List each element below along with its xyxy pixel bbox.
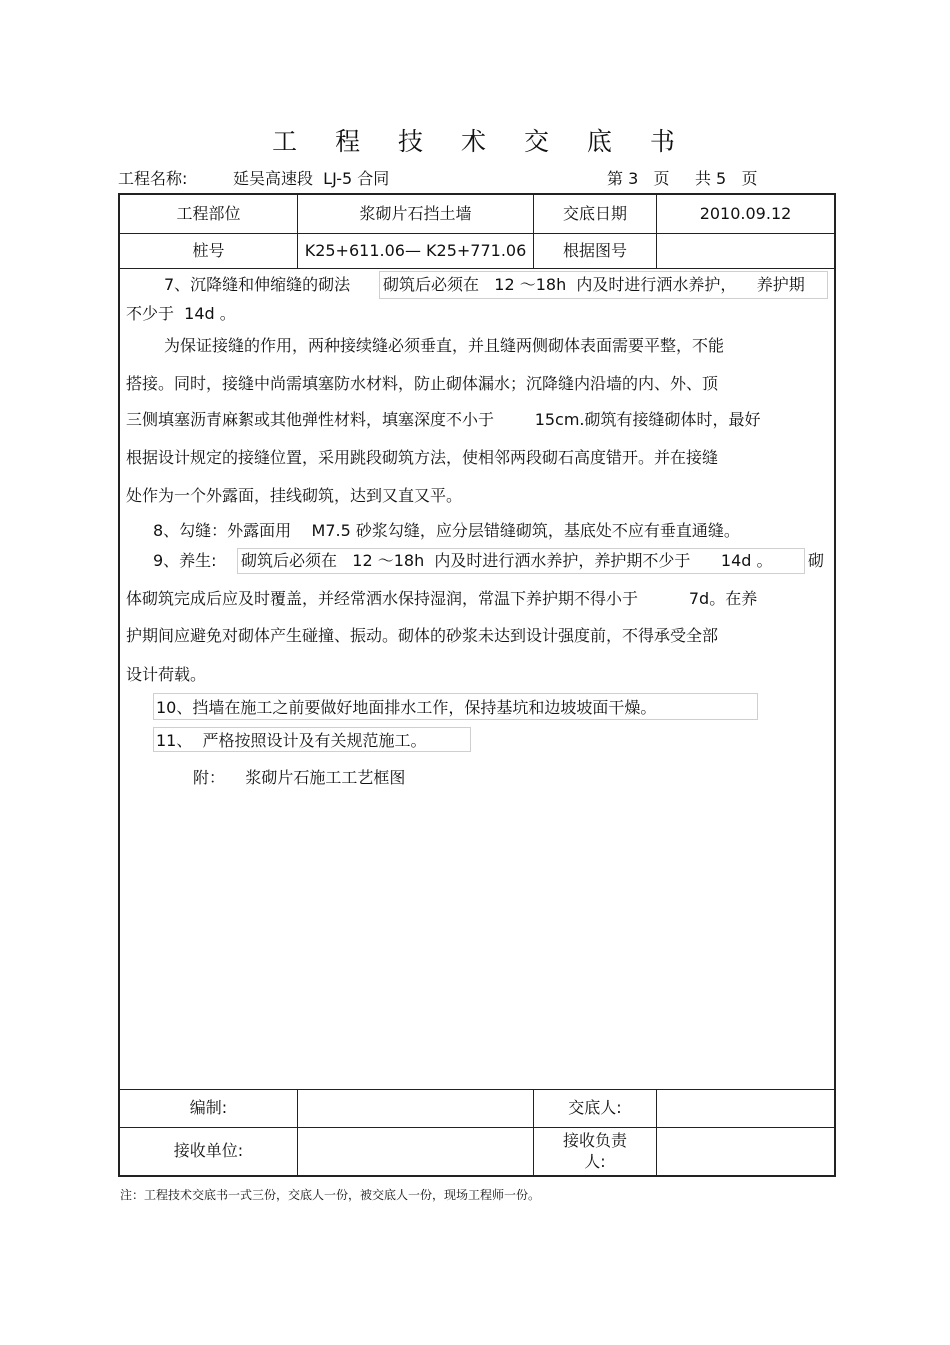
receiver-person-label-line2: 人: <box>584 1151 606 1171</box>
receiver-person-value <box>657 1128 834 1175</box>
compiler-label: 编制: <box>189 1098 228 1118</box>
station-label: 桩号 <box>192 240 225 260</box>
project-name-value: 延吴高速段 LJ-5 合同 <box>233 169 390 188</box>
row-divider <box>118 268 836 269</box>
content-line: 10、挡墙在施工之前要做好地面排水工作，保持基坑和边坡坡面干燥。 <box>156 698 657 717</box>
content-line: 护期间应避免对砌体产生碰撞、振动。砌体的砂浆未达到设计强度前，不得承受全部 <box>126 626 719 645</box>
content-line: 搭接。同时，接缝中尚需填塞防水材料，防止砌体漏水；沉降缝内沿墙的内、外、顶 <box>126 374 719 393</box>
receiver-unit-label: 接收单位: <box>173 1141 244 1161</box>
project-name-label: 工程名称: <box>118 169 188 188</box>
content-line: 砌 <box>808 551 825 570</box>
disclosure-date-value: 2010.09.12 <box>699 203 792 223</box>
receiver-person-label-line1: 接收负责 <box>562 1130 627 1150</box>
attachment-line: 附： 浆砌片石施工工艺框图 <box>193 768 406 787</box>
station-value: K25+611.06— K25+771.06 <box>304 240 527 260</box>
content-line: 砌筑后必须在 12 ～18h 内及时进行洒水养护， 养护期 <box>383 275 805 294</box>
footnote: 注：工程技术交底书一式三份，交底人一份，被交底人一份，现场工程师一份。 <box>120 1188 541 1202</box>
content-line: 砌筑后必须在 12 ～18h 内及时进行洒水养护，养护期不少于 14d 。 <box>241 551 773 570</box>
content-line: 11、 严格按照设计及有关规范施工。 <box>156 731 427 750</box>
drawing-number-value <box>657 234 834 268</box>
drawing-number-label: 根据图号 <box>562 240 627 260</box>
content-line: 8、勾缝：外露面用 M7.5 砂浆勾缝，应分层错缝砌筑，基底处不应有垂直通缝。 <box>153 521 740 540</box>
content-line: 三侧填塞沥青麻絮或其他弹性材料，填塞深度不小于 15cm.砌筑有接缝砌体时，最好 <box>126 410 761 429</box>
project-part-label: 工程部位 <box>176 203 241 223</box>
document-title: 工 程 技 术 交 底 书 <box>272 127 690 156</box>
discloser-value <box>657 1090 834 1127</box>
content-line: 体砌筑完成后应及时覆盖，并经常洒水保持湿润，常温下养护期不得小于 7d。在养 <box>126 589 758 608</box>
content-line: 9、养生: <box>153 551 217 570</box>
receiver-unit-value <box>298 1128 533 1175</box>
content-line: 处作为一个外露面，挂线砌筑，达到又直又平。 <box>126 486 463 505</box>
content-line: 设计荷载。 <box>126 665 207 684</box>
compiler-value <box>298 1090 533 1127</box>
content-line: 7、沉降缝和伸缩缝的砌法 <box>164 275 351 294</box>
disclosure-date-label: 交底日期 <box>562 203 627 223</box>
content-line: 根据设计规定的接缝位置，采用跳段砌筑方法，使相邻两段砌石高度错开。并在接缝 <box>126 448 719 467</box>
receiver-person-label <box>534 1128 656 1175</box>
content-line: 为保证接缝的作用，两种接续缝必须垂直，并且缝两侧砌体表面需要平整，不能 <box>164 336 725 355</box>
content-line: 不少于 14d 。 <box>126 304 236 323</box>
discloser-label: 交底人: <box>568 1098 622 1118</box>
page-indicator: 第 3 页 共 5 页 <box>607 169 758 188</box>
project-part-value: 浆砌片石挡土墙 <box>359 203 472 223</box>
